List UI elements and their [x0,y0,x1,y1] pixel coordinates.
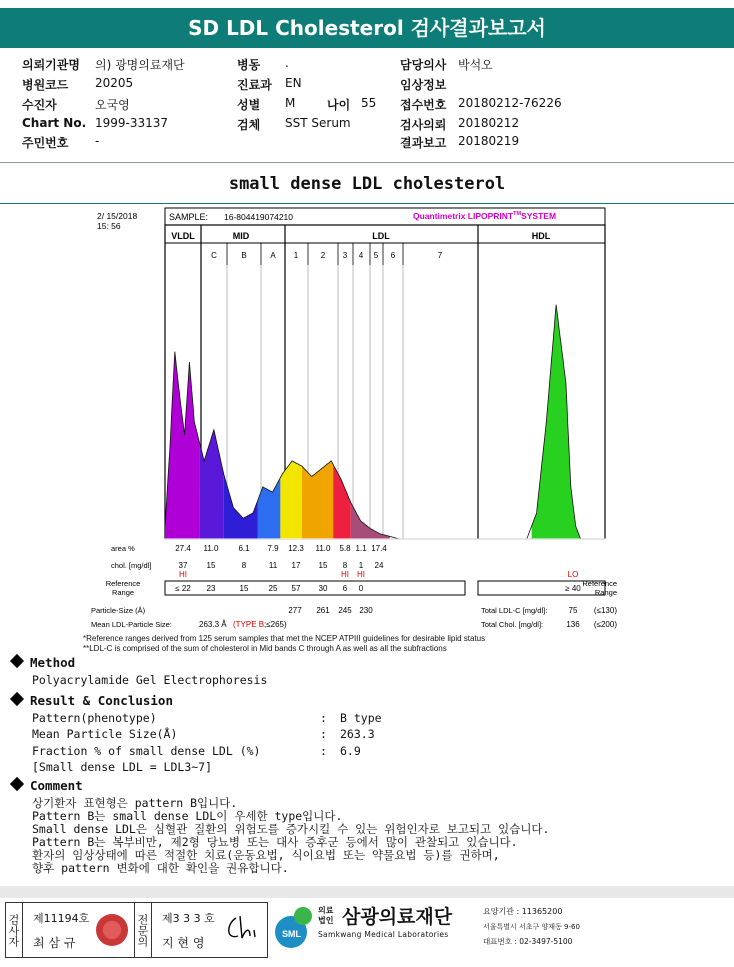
ref-value: 0 [358,584,364,593]
specimen-label: 검체 [237,118,261,132]
band-label: 4 [358,251,364,260]
comment-heading [12,778,83,793]
age-label: 나이 [327,98,351,112]
area-label: area % [111,544,135,553]
chol-value: 15 [318,561,328,570]
ref-value: 15 [239,584,249,593]
sample-value: 16-804419074210 [224,212,294,222]
chol-value: 24 [374,561,384,570]
particle-value: 245 [338,606,352,615]
band-label: 5 [373,251,379,260]
area-value: 27.4 [175,544,191,553]
org-address: 서울특별시 서초구 양재동 9-60 [483,923,580,931]
specimen-value: SST Serum [285,116,351,130]
footer-band [0,886,734,898]
result-row-label: Fraction % of small dense LDL (%) [32,744,261,758]
note-1: *Reference ranges derived from 125 serum samples that met the NCEP ATPIII guidelines for desirable lipid status [83,634,486,643]
hospital-code-value: 20205 [95,76,134,90]
area-value: 11.0 [203,544,219,553]
resident-label: 주민번호 [22,136,69,150]
dept-value: EN [285,76,302,90]
patient-label: 수진자 [22,98,57,112]
area-value: 17.4 [371,544,387,553]
institution-label: 의뢰기관명 [22,58,80,72]
area-value: 12.3 [288,544,304,553]
footer [0,900,734,967]
comment-line: Pattern B는 small dense LDL이 우세한 type입니다. [32,809,343,823]
chol-value: 37 [178,561,188,570]
chol-value: 15 [206,561,216,570]
report-title: SD LDL Cholesterol 검사결과보고서 [0,8,734,48]
comment-line: Small dense LDL은 심혈관 질환의 위험도를 증가시킬 수 있는 위험인자로 보고되고 있습니다. [32,822,550,836]
band-label: 3 [342,251,348,260]
lipoprint-report [83,205,618,635]
ward-label: 병동 [237,58,261,72]
chol-value: 17 [291,561,301,570]
band-label: 1 [293,251,299,260]
resident-value: - [95,134,100,148]
svg-text:SML: SML [282,929,301,939]
comment-line: 상기환자 표현형은 pattern B입니다. [32,796,238,810]
result-colon: : [320,727,327,741]
ref-value: 57 [291,584,301,593]
patient-info [0,52,734,157]
chol-label: chol. [mg/dl] [111,561,152,570]
total-ldl-value: 75 [568,606,578,615]
ref-value: 6 [342,584,348,593]
hospital-code-label: 병원코드 [22,78,69,92]
result-heading [12,693,173,708]
clinical-label: 임상정보 [400,78,447,92]
mean-size-type: (TYPE B [233,620,265,629]
particle-value: 261 [316,606,330,615]
flag-vldl: HI [179,570,187,579]
org-en-name: Samkwang Medical Laboratories [318,930,449,939]
note-2: **LDL-C is comprised of the sum of cholesterol in Mid bands C through A as well as all the subfractions [83,644,447,653]
zone-label-hdl: HDL [531,231,551,241]
curve-segment [302,461,333,539]
method-heading [12,655,75,670]
org-name: 삼광의료재단 [342,906,453,928]
patient-value: 오국영 [95,98,130,112]
result-row-value: 6.9 [340,744,361,758]
divider [0,162,734,163]
ref-label: Range [111,588,135,597]
method-text: Polyacrylamide Gel Electrophoresis [32,673,268,687]
ref-value: 30 [318,584,328,593]
request-value: 20180212 [458,116,520,130]
chol-value: 11 [268,561,278,570]
ward-value: . [285,56,289,70]
zone-label-vldl: VLDL [171,231,195,241]
org-code: 요양기관 : 11365200 [483,907,563,916]
specialist-label: 전문의 [134,902,152,958]
seal-stamp-icon [96,914,128,946]
tester-label: 검사자 [5,902,23,958]
ref-label-right: Reference [582,579,617,588]
age-value: 55 [361,96,377,110]
total-ldl-ref: (≤130) [593,606,617,615]
divider [0,203,734,204]
comment-line: Pattern B는 복부비만, 제2형 당뇨병 또는 대사 증후군 등에서 많이 관찰되고 있습니다. [32,835,518,849]
tester-name: 최 삼 규 [33,936,76,950]
dept-label: 진료과 [237,78,272,92]
band-label: 2 [320,251,326,260]
org-phone: 대표번호 : 02-3497-5100 [483,937,573,946]
total-chol-value: 136 [566,620,580,629]
report-date: 2/ 15/2018 [97,211,138,221]
total-ldl-label: Total LDL-C [mg/dl]: [481,606,548,615]
section-title: small dense LDL cholesterol [228,174,506,194]
comment-line: 환자의 임상상태에 따른 적절한 치료(운동요법, 식이요법 또는 약물요법 등)를 권하며, [32,848,500,862]
ref-value: 25 [268,584,278,593]
sml-logo-icon [272,904,318,952]
tester-no: 제11194호 [33,912,90,925]
band-label: 6 [390,251,396,260]
particle-value: 230 [359,606,373,615]
comment-line: 향후 pattern 변화에 대한 확인을 권유합니다. [32,861,289,875]
sex-value: M [285,96,296,110]
result-heading-text: Result & Conclusion [30,693,173,708]
report-date-label: 결과보고 [400,136,447,150]
result-sub-note: [Small dense LDL = LDL3~7] [32,760,213,774]
result-row-value: B type [340,711,382,725]
area-value: 6.1 [238,544,250,553]
area-value: 5.8 [339,544,351,553]
receipt-label: 접수번호 [400,98,447,112]
report-time: 15: 56 [97,221,121,231]
bullet-icon [10,654,24,668]
doctor-label: 담당의사 [400,58,447,72]
ref-label-right: Range [594,588,617,597]
flag-ldl3: HI [341,570,349,579]
chart-value: 1999-33137 [95,116,169,130]
method-heading-text: Method [30,655,76,670]
chol-value: 8 [241,561,247,570]
chol-value: 1 [358,561,364,570]
report-date-value: 20180219 [458,134,520,148]
sample-label: SAMPLE: [169,212,209,222]
specialist-name: 지 현 영 [162,936,205,950]
specialist-no: 제3 3 3 호 [162,912,215,925]
mean-size-value: 263.3 Å [199,620,227,629]
result-colon: : [320,744,327,758]
ref-label: Reference [105,579,141,588]
bullet-icon [10,777,24,791]
flag-hdl: LO [567,570,579,579]
total-chol-ref: (≤200) [593,620,617,629]
org-type: 의료 법인 [318,906,334,925]
comment-heading-text: Comment [30,778,83,793]
chol-value: 8 [342,561,348,570]
flag-ldl4: HI [357,570,365,579]
mean-size-ref: ;≤265) [264,620,287,629]
chart-label: Chart No. [22,116,87,130]
particle-value: 277 [288,606,302,615]
request-label: 검사의뢰 [400,118,447,132]
area-value: 11.0 [315,544,331,553]
particle-label: Particle-Size (Å) [91,606,146,615]
ref-value: 23 [206,584,216,593]
zone-label-ldl: LDL [372,231,390,241]
total-chol-label: Total Chol. [mg/dl]: [481,620,544,629]
result-colon: : [320,711,327,725]
ref-value: ≤ 22 [175,584,191,593]
sex-label: 성별 [237,98,261,112]
band-label: C [211,251,217,260]
receipt-value: 20180212-76226 [458,96,562,110]
result-row-label: Mean Particle Size(Å) [32,727,178,741]
doctor-value: 박석오 [458,58,493,72]
band-label: 7 [437,251,443,260]
result-row-label: Pattern(phenotype) [32,711,157,725]
brand-label: Quantimetrix LIPOPRINT™SYSTEM [413,211,557,221]
institution-value: 의) 광명의료재단 [95,58,185,72]
mean-size-label: Mean LDL-Particle Size: [91,620,172,629]
report-background [83,205,618,635]
band-label: B [241,251,247,260]
area-value: 1.1 [355,544,367,553]
area-value: 7.9 [267,544,279,553]
lipoprint-chart [83,205,618,635]
ref-hdl: ≥ 40 [565,584,581,593]
result-row-value: 263.3 [340,727,375,741]
bullet-icon [10,692,24,706]
zone-label-mid: MID [232,231,250,241]
signature-icon [222,910,262,946]
band-label: A [270,251,276,260]
